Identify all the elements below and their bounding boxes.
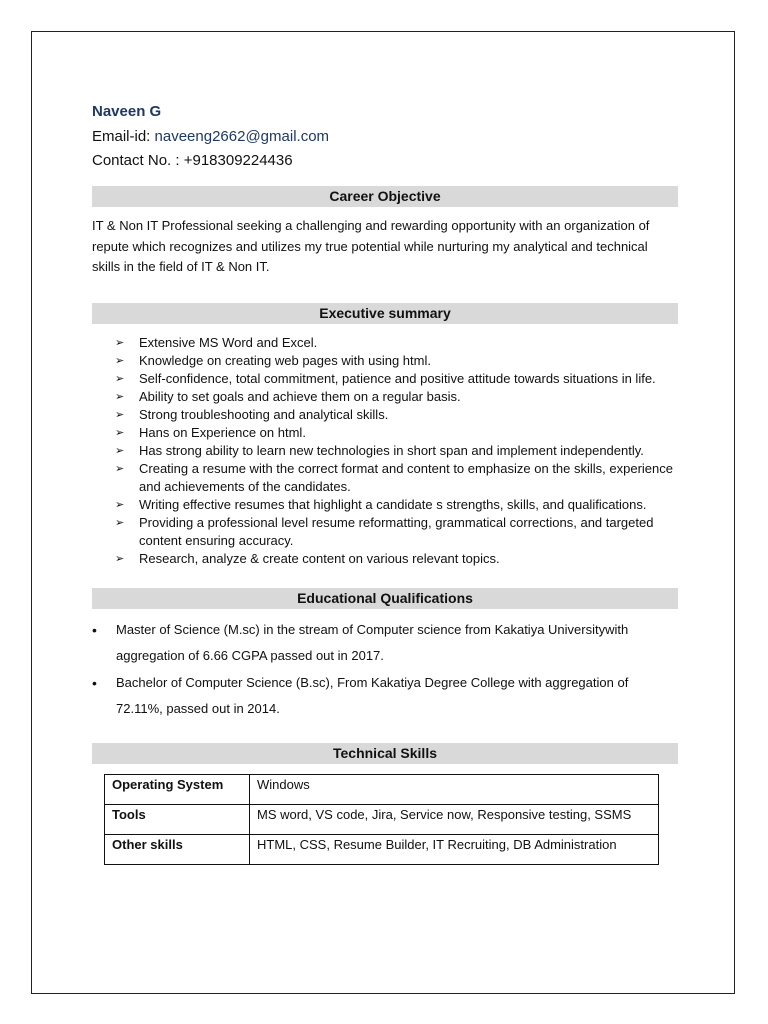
contact-label: Contact No. : <box>92 152 180 169</box>
list-item <box>92 442 678 460</box>
education-list <box>92 617 678 723</box>
list-item <box>92 550 678 568</box>
arrow-bullet-icon: ➢ <box>115 552 125 565</box>
list-item-text: Ability to set goals and achieve them on a regular basis. <box>139 388 461 404</box>
contact-number: +918309224436 <box>183 152 293 169</box>
arrow-bullet-icon: ➢ <box>115 390 125 403</box>
arrow-bullet-icon: ➢ <box>115 426 125 439</box>
list-item <box>92 424 678 442</box>
email-label: Email-id: <box>92 128 151 145</box>
education-header: Educational Qualifications <box>92 588 678 609</box>
email-link[interactable]: naveeng2662@gmail.com <box>154 128 330 145</box>
list-item-text: Has strong ability to learn new technologies in short span and implement independently. <box>139 442 644 458</box>
skill-value: HTML, CSS, Resume Builder, IT Recruiting, DB Administration <box>250 834 659 864</box>
arrow-bullet-icon: ➢ <box>115 336 125 349</box>
list-item <box>92 406 678 424</box>
candidate-name: Naveen G <box>92 103 162 120</box>
table-row <box>105 774 659 804</box>
skill-key: Tools <box>105 804 250 834</box>
list-item <box>92 388 678 406</box>
resume-content <box>92 102 678 865</box>
arrow-bullet-icon: ➢ <box>115 498 125 511</box>
list-item <box>92 352 678 370</box>
dot-bullet-icon: • <box>92 674 97 691</box>
list-item <box>92 370 678 388</box>
career-objective-header: Career Objective <box>92 186 678 207</box>
skill-value: MS word, VS code, Jira, Service now, Responsive testing, SSMS <box>250 804 659 834</box>
list-item-text: Knowledge on creating web pages with using html. <box>139 352 431 368</box>
list-item-text: Self-confidence, total commitment, patience and positive attitude towards situations in life. <box>139 370 656 386</box>
skill-key: Other skills <box>105 834 250 864</box>
list-item-text: Writing effective resumes that highlight a candidate s strengths, skills, and qualifications. <box>139 496 647 512</box>
list-item <box>92 617 678 670</box>
arrow-bullet-icon: ➢ <box>115 372 125 385</box>
list-item-text: Strong troubleshooting and analytical skills. <box>139 406 389 422</box>
arrow-bullet-icon: ➢ <box>115 444 125 457</box>
table-row <box>105 834 659 864</box>
arrow-bullet-icon: ➢ <box>115 462 125 475</box>
list-item-text: Providing a professional level resume reformatting, grammatical corrections, and targeted content ensuring accuracy. <box>139 514 654 548</box>
executive-summary-header: Executive summary <box>92 303 678 324</box>
executive-summary-list <box>92 334 678 568</box>
list-item-text: Bachelor of Computer Science (B.sc), From Kakatiya Degree College with aggregation of 72.11%, passed out in 2014. <box>116 674 629 716</box>
arrow-bullet-icon: ➢ <box>115 516 125 529</box>
technical-skills-table <box>104 774 659 865</box>
technical-skills-header: Technical Skills <box>92 743 678 764</box>
list-item <box>92 334 678 352</box>
dot-bullet-icon: • <box>92 621 97 638</box>
list-item <box>92 496 678 514</box>
list-item-text: Master of Science (M.sc) in the stream of Computer science from Kakatiya Universitywith aggregation of 6.66 CGPA passed out in 2017. <box>116 621 629 663</box>
email-line <box>92 125 678 149</box>
arrow-bullet-icon: ➢ <box>115 354 125 367</box>
table-row <box>105 804 659 834</box>
list-item-text: Hans on Experience on html. <box>139 424 306 440</box>
list-item-text: Research, analyze & create content on various relevant topics. <box>139 550 500 566</box>
list-item <box>92 460 678 496</box>
list-item-text: Creating a resume with the correct format and content to emphasize on the skills, experience and achievements of the candidates. <box>139 460 673 494</box>
contact-line <box>92 149 678 173</box>
career-objective-text: IT & Non IT Professional seeking a challenging and rewarding opportunity with an organization of repute which recognizes and utilizes my true potential while nurturing my analytical and technical skills in the field of IT & Non IT. <box>92 218 650 274</box>
list-item-text: Extensive MS Word and Excel. <box>139 334 318 350</box>
skill-key: Operating System <box>105 774 250 804</box>
resume-page <box>31 31 735 994</box>
arrow-bullet-icon: ➢ <box>115 408 125 421</box>
skill-value: Windows <box>250 774 659 804</box>
list-item <box>92 514 678 550</box>
list-item <box>92 670 678 723</box>
